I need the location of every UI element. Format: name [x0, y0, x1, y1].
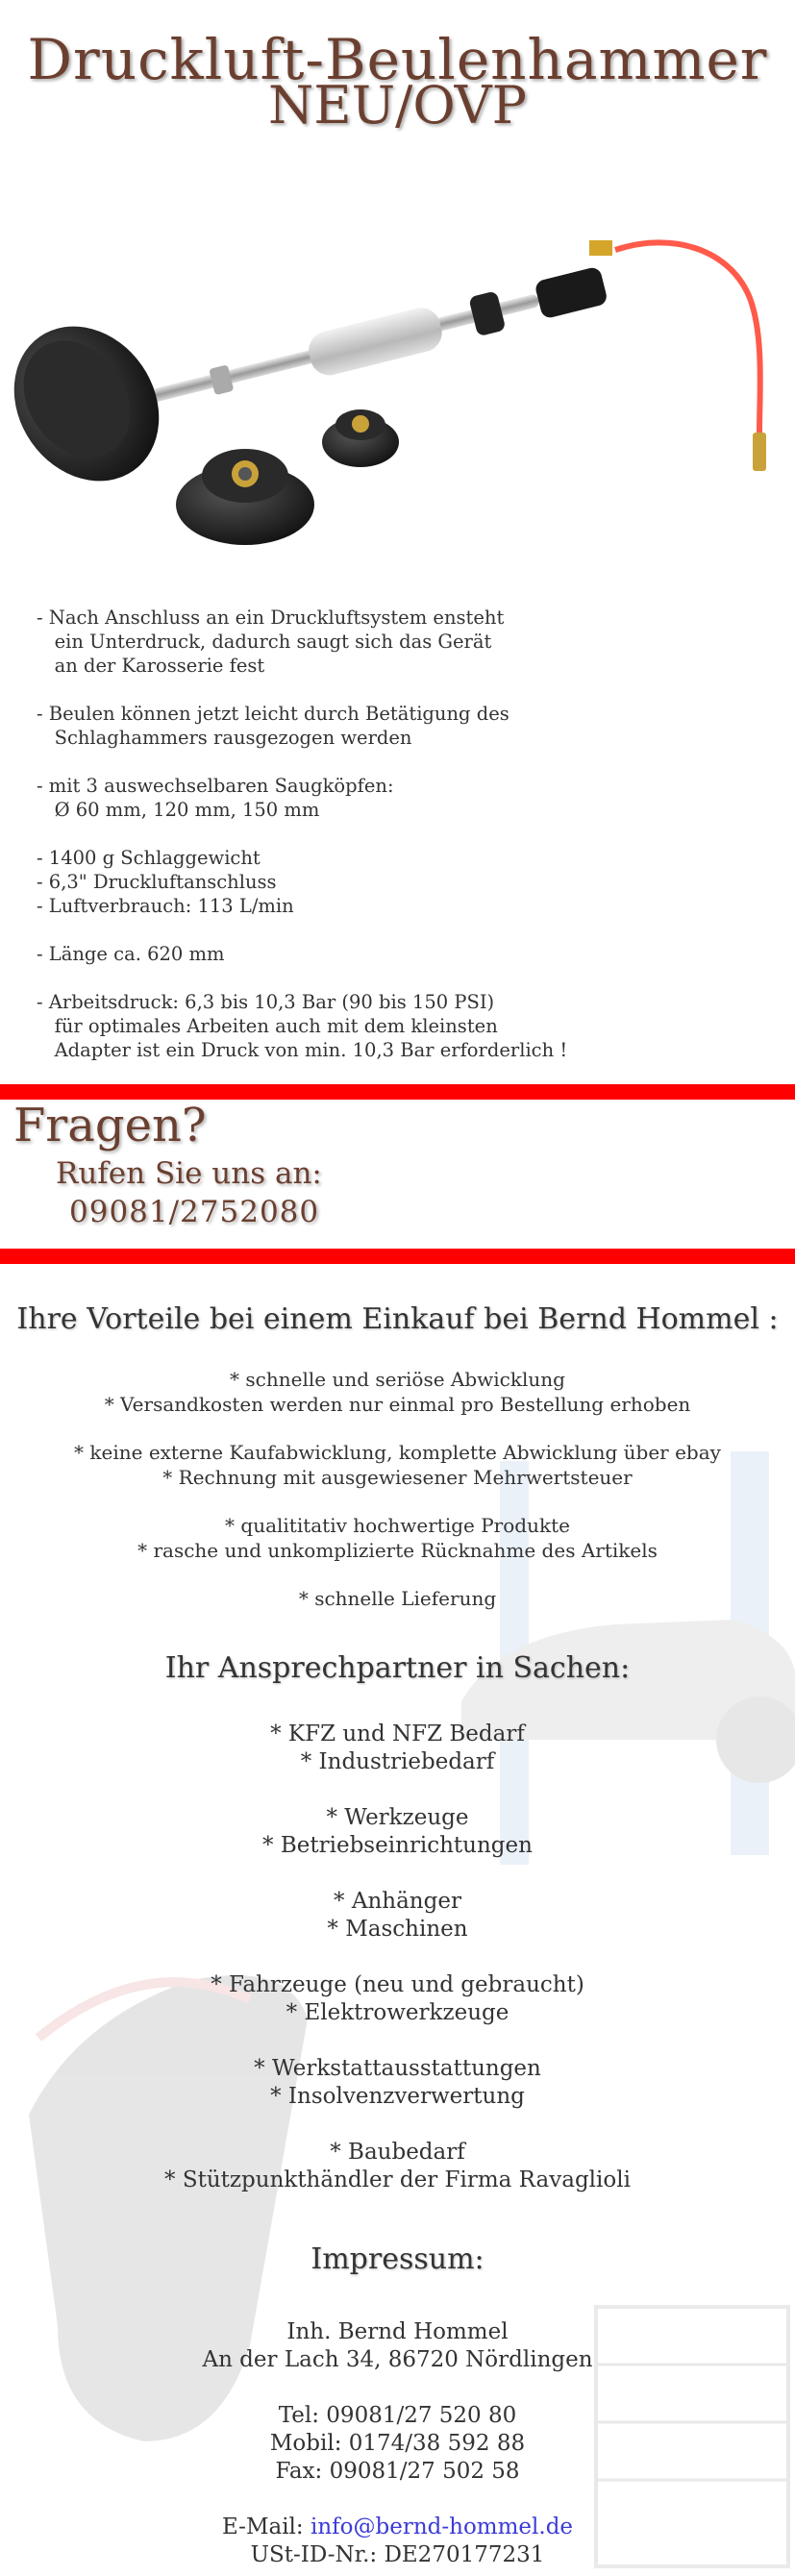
- impressum-fax: Fax: 09081/27 502 58: [275, 2459, 520, 2484]
- impressum-email-line: [0, 2514, 795, 2541]
- impressum-address: An der Lach 34, 86720 Nördlingen: [202, 2347, 593, 2372]
- title-line-1: Druckluft-Beulenhammer: [27, 27, 768, 92]
- divider-top: [0, 1084, 795, 1100]
- impressum-mobil: Mobil: 0174/38 592 88: [269, 2431, 526, 2456]
- partner-10: * Insolvenzverwertung: [270, 2084, 525, 2109]
- partner-7: * Fahrzeuge (neu und gebraucht): [211, 1972, 584, 1997]
- impressum-tel: Tel: 09081/27 520 80: [278, 2403, 517, 2428]
- partner-2: * Industriebedarf: [300, 1749, 495, 1774]
- bullet-2: - Beulen können jetzt leicht durch Betätigung des Schlaghammers rausgezogen werden: [37, 703, 509, 749]
- title-line-2: NEU/OVP: [267, 75, 528, 136]
- partner-4: * Betriebseinrichtungen: [262, 1833, 533, 1858]
- partner-1: * KFZ und NFZ Bedarf: [270, 1721, 525, 1746]
- advantage-4: * Rechnung mit ausgewiesener Mehrwertsteuer: [162, 1466, 633, 1489]
- partner-5: * Anhänger: [334, 1889, 461, 1914]
- partner-3: * Werkzeuge: [326, 1805, 469, 1830]
- email-link[interactable]: info@bernd-hommel.de: [310, 2514, 574, 2539]
- contact-heading: Fragen?: [13, 1099, 207, 1152]
- impressum-heading: Impressum:: [311, 2242, 484, 2276]
- bullet-1: - Nach Anschluss an ein Druckluftsystem ensteht ein Unterdruck, dadurch saugt sich das Gerät an der Karosserie fest: [37, 607, 505, 677]
- divider-bottom: [0, 1249, 795, 1264]
- impressum-email-label: E-Mail:: [221, 2514, 311, 2539]
- partner-9: * Werkstattausstattungen: [254, 2056, 541, 2081]
- advantage-2: * Versandkosten werden nur einmal pro Bestellung erhoben: [104, 1393, 691, 1416]
- partner-6: * Maschinen: [327, 1917, 468, 1942]
- advantages-heading: Ihre Vorteile bei einem Einkauf bei Bernd Hommel :: [16, 1302, 779, 1336]
- advantage-3: * keine externe Kaufabwicklung, komplette Abwicklung über ebay: [74, 1441, 721, 1464]
- partner-12: * Stützpunkthändler der Firma Ravaglioli: [164, 2167, 631, 2192]
- bullet-6: - Arbeitsdruck: 6,3 bis 10,3 Bar (90 bis 150 PSI) für optimales Arbeiten auch mit dem kleinsten Adapter ist ein Druck von min. 10,3 Bar erforderlich !: [37, 991, 568, 1061]
- impressum-owner: Inh. Bernd Hommel: [286, 2319, 509, 2344]
- bullet-3: - mit 3 auswechselbaren Saugköpfen: Ø 60 mm, 120 mm, 150 mm: [37, 775, 394, 821]
- impressum-ustid: USt-ID-Nr.: DE270177231: [250, 2542, 545, 2567]
- contact-phone: 09081/2752080: [69, 1195, 320, 1229]
- contact-call-text: Rufen Sie uns an:: [56, 1156, 322, 1191]
- partner-heading: Ihr Ansprechpartner in Sachen:: [164, 1651, 631, 1685]
- advantage-6: * rasche und unkomplizierte Rücknahme des Artikels: [137, 1539, 658, 1562]
- partner-8: * Elektrowerkzeuge: [286, 2000, 509, 2025]
- bullet-4: - 1400 g Schlaggewicht - 6,3" Druckluftanschluss - Luftverbrauch: 113 L/min: [37, 847, 294, 917]
- advantage-7: * schnelle Lieferung: [298, 1587, 497, 1610]
- product-image: [0, 144, 795, 567]
- advantage-5: * qualititativ hochwertige Produkte: [225, 1514, 570, 1537]
- partner-11: * Baubedarf: [330, 2140, 465, 2165]
- advantage-1: * schnelle und seriöse Abwicklung: [230, 1368, 565, 1391]
- bullet-5: - Länge ca. 620 mm: [37, 943, 225, 965]
